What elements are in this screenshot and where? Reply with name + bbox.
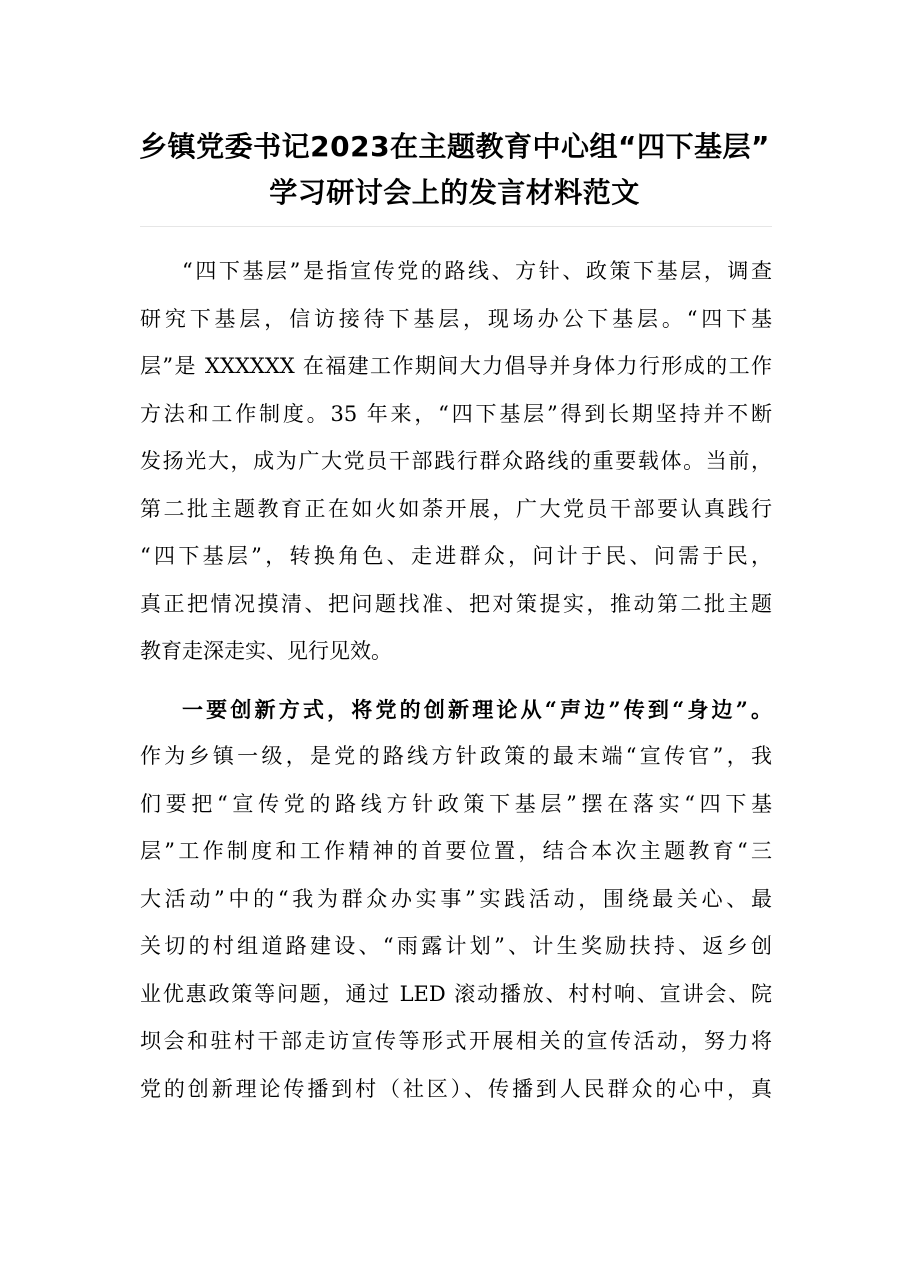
text-line: 发扬光大，成为广大党员干部践行群众路线的重要载体。当前， xyxy=(140,449,772,473)
text-line: 真正把情况摸清、把问题找准、把对策提实，推动第二批主题 xyxy=(140,591,772,616)
text-line: 层”工作制度和工作精神的首要位置，结合本次主题教育“三 xyxy=(140,839,772,863)
intro-paragraph xyxy=(140,248,772,676)
text-line: 关切的村组道路建设、“雨露计划”、计生奖励扶持、返乡创 xyxy=(140,934,772,958)
text-line: 作为乡镇一级，是党的路线方针政策的最末端“宣传官”，我 xyxy=(140,744,772,768)
text-line: 方法和工作制度。35 年来，“四下基层”得到长期坚持并不断 xyxy=(140,401,772,426)
text-line: 教育走深走实、见行见效。 xyxy=(140,639,392,663)
title-divider xyxy=(140,226,772,227)
title-line-1: 乡镇党委书记2023在主题教育中心组“四下基层” xyxy=(139,130,770,163)
text-line: 大活动”中的“我为群众办实事”实践活动，围绕最关心、最 xyxy=(140,886,772,911)
text-line: 业优惠政策等问题，通过 LED 滚动播放、村村响、宣讲会、院 xyxy=(140,981,772,1006)
text-line: “四下基层”，转换角色、走进群众，问计于民、问需于民， xyxy=(140,544,772,568)
section-1 xyxy=(140,686,772,1114)
text-line: 研究下基层，信访接待下基层，现场办公下基层。“四下基 xyxy=(140,306,772,331)
text-line: 党的创新理论传播到村（社区）、传播到人民群众的心中，真 xyxy=(140,1076,772,1101)
text-line: “四下基层”是指宣传党的路线、方针、政策下基层，调查 xyxy=(182,259,772,283)
document-body xyxy=(140,248,772,1113)
title-line-2: 学习研讨会上的发言材料范文 xyxy=(269,176,640,209)
text-line: 们要把“宣传党的路线方针政策下基层”摆在落实“四下基 xyxy=(140,791,772,816)
document-title xyxy=(0,124,909,216)
paragraph-gap xyxy=(140,676,772,686)
section-heading: 一要创新方式，将党的创新理论从“声边”传到“身边”。 xyxy=(182,696,772,722)
text-line: 层”是 XXXXXX 在福建工作期间大力倡导并身体力行形成的工作 xyxy=(140,354,772,378)
text-line: 坝会和驻村干部走访宣传等形式开展相关的宣传活动，努力将 xyxy=(140,1029,772,1053)
text-line: 第二批主题教育正在如火如荼开展，广大党员干部要认真践行 xyxy=(140,496,772,521)
